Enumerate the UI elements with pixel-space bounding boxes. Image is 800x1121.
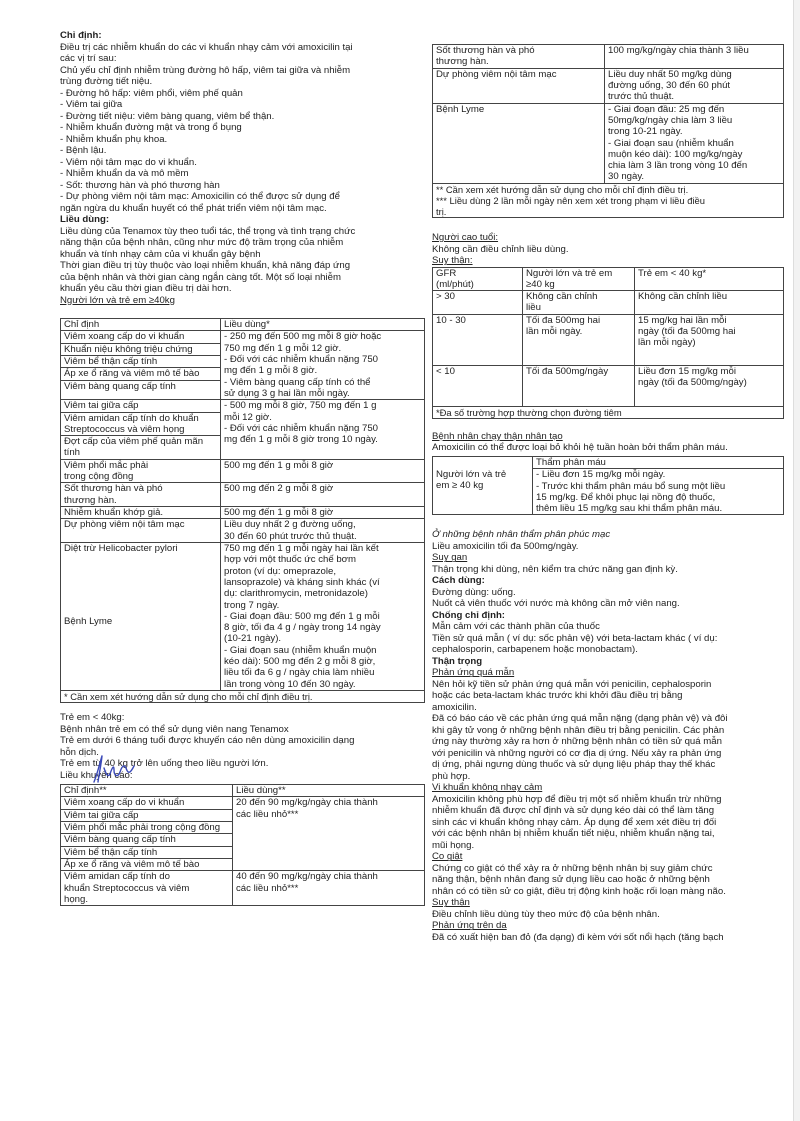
usage-text [432, 587, 784, 610]
indication-lyme: Bệnh Lyme [64, 616, 113, 628]
text-line: hoặc các beta-lactam khác trước khi khởi đầu điều trị bằng [432, 690, 683, 702]
adult-cell [523, 365, 635, 406]
text-line: - 500 mg mỗi 8 giờ, 750 mg đến 1 g [224, 400, 377, 412]
sub-indication: Viêm xoang cấp do vi khuẩn [61, 797, 232, 809]
table-notes [433, 183, 784, 217]
text-line: Viêm phổi mắc phải [64, 459, 149, 471]
hemodialysis-heading: Bệnh nhân chạy thận nhân tạo [432, 430, 563, 442]
table-row [433, 314, 784, 365]
table-row [61, 519, 425, 543]
text-line: Liều duy nhất 2 g đường uống, [224, 519, 356, 531]
text-line: 40 đến 90 mg/kg/ngày chia thành [236, 871, 378, 883]
adult-cell [523, 291, 635, 315]
table-header: Chỉ định** [61, 785, 233, 797]
text-line: Chứng co giật có thể xảy ra ở những bệnh nhân bị suy giảm chức [432, 862, 713, 874]
table-row [61, 871, 425, 906]
convulsion-heading: Co giật [432, 851, 463, 863]
text-line: Thời gian điều trị tùy thuộc vào loại nhiễm khuẩn, khả năng đáp ứng [60, 260, 351, 271]
text-line: mg đến 1 g mỗi 8 giờ trong 10 ngày. [224, 434, 378, 446]
text-line: ** Cần xem xét hướng dẫn sử dụng cho mỗi chỉ định điều trị. [436, 183, 689, 195]
text-line: của bệnh nhân và thời gian càng ngắn càng tốt. Một số loại nhiễm [60, 271, 341, 283]
table-row [61, 691, 425, 703]
sub-indication: Áp xe ổ răng và viêm mô tế bào [61, 368, 220, 380]
text-line: các vị trí sau: [60, 53, 117, 64]
text-line: liều [526, 302, 541, 314]
renal-caution-text: Điều chỉnh liều dùng tùy theo mức độ của bệnh nhân. [432, 908, 660, 920]
text-line: 750 mg đến 1 g mỗi 12 giờ. [224, 342, 342, 354]
sub-indication: Khuẩn niệu không triệu chứng [61, 344, 220, 356]
table-row [61, 483, 425, 507]
text-line: Đã có báo cáo về các phản ứng quá mẫn nặng (dạng phản vệ) và đôi [432, 713, 728, 725]
text-line: Liều duy nhất 50 mg/kg dùng [608, 68, 732, 80]
text-line: - Đối với các nhiễm khuẩn nặng 750 [224, 422, 379, 434]
table-row [61, 319, 425, 331]
text-line: - Đường hô hấp: viêm phổi, viêm phế quản [60, 87, 243, 99]
text-line: Chủ yếu chỉ định nhiễm trùng đường hô hấp, viêm tai giữa và nhiễm [60, 64, 351, 76]
text-line: khuẩn Streptococcus và viêm [64, 882, 190, 894]
indication-cell: Bệnh Lyme [433, 103, 605, 183]
table-row [61, 507, 425, 519]
table-row [61, 400, 425, 460]
text-line: sinh các vi khuẩn không nhạy cảm. Áp dụng để xem xét điều trị đối [432, 816, 717, 828]
text-line: thương hàn. [64, 494, 117, 506]
text-line: - Trước khi thẩm phân máu bổ sung một liều [536, 480, 726, 492]
text-line: Điều trị các nhiễm khuẩn do các vi khuẩn nhạy cảm với amoxicilin tại [60, 41, 353, 53]
renal-note: *Đa số trường hợp thường chọn đường tiêm [433, 406, 784, 418]
text-line: đường uống, 30 đến 60 phút [608, 79, 731, 91]
table-row [61, 331, 425, 400]
sub-indication: Viêm xoang cấp do vi khuẩn [61, 331, 220, 343]
text-line: dụ: clarithromycin, metronidazole) [224, 588, 368, 600]
text-line: khuẩn yêu cầu thời gian điều trị dài hơn. [60, 283, 232, 294]
text-line: ngày (tối đa 500mg hai [638, 326, 736, 338]
table-row [433, 103, 784, 183]
text-line: chia làm 3 lần trong vòng 10 đến [608, 160, 748, 172]
hypersensitivity-heading: Phản ứng quá mẫn [432, 667, 515, 679]
text-line: Người lớn và trẻ [436, 468, 507, 480]
text-line: lần trong vòng 10 đến 30 ngày. [224, 678, 356, 690]
table-header: Thẩm phân máu [533, 456, 784, 468]
table-header: Liều dùng* [221, 319, 425, 331]
text-line: mũi họng. [432, 839, 475, 851]
text-line: trong cộng đồng [64, 471, 134, 483]
text-line: Tiền sử quá mẫn ( ví dụ: sốc phản vệ) với beta-lactam khác ( ví dụ: [432, 632, 718, 644]
text-line: - Đường tiết niệu: viêm bàng quang, viêm bể thận. [60, 110, 275, 122]
text-line: - Giai đoạn sau (nhiễm khuẩn muộn [224, 644, 377, 656]
text-line: khi gây tử vong ở những bệnh nhân điều trị bằng penicilin. Các phản [432, 724, 725, 736]
gfr-cell: 10 - 30 [433, 314, 523, 365]
text-line: proton (ví dụ: omeprazole, [224, 565, 336, 577]
text-line: Liều khuyến cáo: [60, 769, 133, 781]
text-line: - Đối với các nhiễm khuẩn nặng 750 [224, 353, 379, 365]
text-line: 50mg/kg/ngày chia làm 3 liều [608, 114, 733, 126]
text-line: Nên hỏi kỹ tiền sử phản ứng quá mẫn với penicilin, cephalosporin [432, 678, 712, 690]
text-line: với các bệnh nhân bị nhiễm khuẩn tiết niệu, nhiễm khuẩn nặng tai, [432, 828, 715, 840]
text-line: GFR [436, 267, 457, 279]
text-line: phù hợp. [432, 770, 471, 782]
indication-cell: Nhiễm khuẩn khớp giả. [61, 507, 221, 519]
text-line: - Giai đoạn đầu: 25 mg đến [608, 103, 725, 115]
table-header [433, 267, 523, 291]
indication-cell: Dự phòng viêm nội tâm mạc [61, 519, 221, 543]
indication-cell [61, 542, 221, 690]
child-indication-group-2 [61, 871, 233, 906]
text-line: - Nhiễm khuẩn phụ khoa. [60, 133, 168, 145]
page-edge [793, 0, 800, 1121]
text-line: ứng này thường xảy ra hơn ở những bệnh nhân có tiền sử quá mẫn [432, 736, 722, 748]
hypersensitivity-text [432, 679, 784, 783]
text-line: (10-21 ngày). [224, 633, 282, 645]
dose-cell [221, 519, 425, 543]
text-line: lansoprazole) và kháng sinh khác (ví [224, 576, 380, 588]
elderly-heading: Người cao tuổi: [432, 232, 499, 244]
text-line: - Liều đơn 15 mg/kg mỗi ngày. [536, 469, 666, 481]
text-line: nhân có có tiền sử co giật, điều trị động kinh hoặc rối loạn màng não. [432, 885, 726, 897]
usage-heading: Cách dùng: [432, 575, 485, 587]
microorganism-text [432, 794, 784, 852]
text-line: trị. [436, 205, 447, 217]
text-line: em ≥ 40 kg [436, 480, 484, 491]
sub-indication: Viêm phổi mắc phải trong cộng đồng [61, 822, 232, 834]
text-line: Sốt thương hàn và phó [64, 483, 163, 495]
text-line: Nuốt cả viên thuốc với nước mà không cần mở viên nang. [432, 598, 680, 610]
text-line: trùng đường tiết niệu. [60, 76, 153, 87]
microorganism-heading: Vi khuẩn không nhạy cảm [432, 782, 543, 794]
table-row [61, 459, 425, 483]
table-row [433, 456, 784, 468]
peritoneal-text: Liều amoxicilin tối đa 500mg/ngày. [432, 540, 579, 552]
text-line: trong 10-21 ngày. [608, 126, 683, 138]
indication-cell [61, 459, 221, 483]
dosage-text [60, 226, 425, 295]
text-line: Tối đa 500mg/ngày [526, 365, 609, 377]
text-line: - Giai đoạn đầu: 500 mg đến 1 g mỗi [224, 610, 380, 622]
text-line: 30 ngày. [608, 171, 645, 183]
text-line: liều tối đa 6 g / ngày chia làm nhiều [224, 667, 375, 679]
indication-cell [61, 483, 221, 507]
renal-caution-heading: Suy thận [432, 897, 470, 909]
indication-cell [433, 45, 605, 69]
adult-cell [523, 314, 635, 365]
patient-cell [433, 469, 533, 515]
renal-table [432, 267, 784, 419]
contra-heading: Chống chỉ định: [432, 609, 506, 621]
sub-indication: Viêm tai giữa cấp [61, 400, 220, 412]
text-line: thương hàn. [436, 56, 489, 68]
right-column [432, 44, 784, 943]
text-line: Không cần chỉnh [526, 291, 598, 303]
text-line: kéo dài): 500 mg đến 2 g mỗi 8 giờ, [224, 656, 376, 668]
sub-indication: Viêm amidan cấp tính do khuẩn Streptococcus và viêm họng [61, 413, 220, 437]
text-line: Trẻ em dưới 6 tháng tuổi được khuyến cáo nên dùng amoxicilin dạng [60, 735, 355, 747]
text-line: với penicilin và những người có cơ địa dị ứng. Nếu xảy ra phản ứng [432, 747, 722, 759]
text-line: các liều nhỏ*** [236, 882, 299, 894]
table-row [61, 785, 425, 797]
text-line: Amoxicilin không phù hợp để điều trị một số nhiễm khuẩn trừ những [432, 793, 722, 805]
text-line: Mẫn cảm với các thành phần của thuốc [432, 621, 600, 633]
dosage-heading: Liều dùng: [60, 214, 110, 225]
dose-cell [605, 68, 784, 103]
sub-indication: Áp xe ổ răng và viêm mô tế bào [64, 858, 200, 870]
child-dose-group-2 [233, 871, 425, 906]
table-row [433, 68, 784, 103]
text-line: trong 7 ngày. [224, 599, 280, 611]
gfr-cell: < 10 [433, 365, 523, 406]
table-row [433, 469, 784, 515]
text-line: amoxicilin. [432, 701, 477, 713]
indications-text [60, 42, 425, 215]
text-line: các liều nhỏ*** [236, 808, 299, 820]
sub-indication: Đợt cấp của viêm phế quản mãn tính [64, 436, 204, 459]
text-line: Viêm amidan cấp tính do [64, 871, 170, 883]
child-dosage-table-continued [432, 44, 784, 218]
text-line: mg đến 1 g mỗi 8 giờ. [224, 365, 318, 377]
text-line: năng thận, bệnh nhân đang sử dụng liều cao hoặc ở những bệnh [432, 874, 710, 886]
text-line: Đường dùng: uống. [432, 586, 516, 598]
child-cell [635, 291, 784, 315]
text-line: Bệnh nhân trẻ em có thể sử dụng viên nang Tenamox [60, 723, 289, 735]
table-row [433, 406, 784, 418]
sub-indication: Viêm tai giữa cấp [61, 810, 232, 822]
text-line: muộn kéo dài): 100 mg/kg/ngày [608, 148, 743, 160]
text-line: trước thủ thuật. [608, 91, 675, 103]
text-line: Người lớn và trẻ em [526, 267, 613, 279]
text-line: 15 mg/kg. Để khôi phục lại nồng độ thuốc, [536, 491, 716, 503]
dose-group-2 [221, 400, 425, 460]
table-row [433, 183, 784, 217]
text-line: 8 giờ, tối đa 4 g / ngày trong 14 ngày [224, 622, 381, 634]
handwritten-signature [90, 752, 140, 786]
indication-cell: Dự phòng viêm nội tâm mạc [433, 68, 605, 103]
text-line: khuẩn và tính nhạy cảm của vi khuẩn gây bệnh [60, 248, 261, 260]
text-line: lần mỗi ngày) [638, 337, 696, 349]
text-line: mỗi 12 giờ. [224, 411, 272, 423]
text-line: họng. [64, 893, 89, 905]
text-line: hỗn dịch. [60, 746, 99, 758]
text-line: ngăn ngừa du khuẩn huyết có thể phát triển viêm nội tâm mạc. [60, 202, 327, 214]
text-line: - Nhiễm khuẩn da và mô mềm [60, 168, 189, 179]
text-line: 750 mg đến 1 g mỗi ngày hai lần kết [224, 542, 379, 554]
dose-cell: 500 mg đến 1 g mỗi 8 giờ [221, 507, 425, 519]
table-header: Chỉ định [61, 319, 221, 331]
text-line: (ml/phút) [436, 278, 474, 290]
text-line: - Sốt: thương hàn và phó thương hàn [60, 179, 220, 191]
text-line: - Dự phòng viêm nội tâm mạc: Amoxicilin có thể được sử dụng để [60, 191, 340, 202]
skin-heading: Phản ứng trên da [432, 920, 507, 932]
text-line: cephalosporin, carbapenem hoặc monobactam). [432, 644, 638, 656]
renal-heading: Suy thận: [432, 255, 473, 267]
child-cell [635, 365, 784, 406]
table-row [61, 797, 425, 871]
text-line: lần mỗi ngày. [526, 326, 583, 338]
indication-group-2 [61, 400, 220, 459]
text-line: Trẻ em từ 40 kg trở lên uống theo liều người lớn. [60, 758, 269, 770]
text-line: hợp với một thuốc ức chế bơm [224, 554, 356, 566]
sub-indication: Viêm bàng quang cấp tính [61, 834, 232, 846]
text-line: dị ứng, phải ngưng dùng thuốc và sử dụng liệu pháp thay thế khác [432, 759, 716, 771]
text-line: năng thận của bệnh nhân, cũng như mức độ trầm trọng của nhiễm [60, 237, 344, 248]
text-line: Không cần chỉnh liều [638, 291, 728, 303]
gfr-cell: > 30 [433, 291, 523, 315]
dose-cell [221, 542, 425, 690]
convulsion-text [432, 863, 784, 898]
caution-heading: Thận trọng [432, 655, 483, 667]
elderly-text: Không cần điều chỉnh liều dùng. [432, 243, 569, 255]
table-row [433, 45, 784, 69]
indications-heading: Chỉ định: [60, 30, 102, 41]
dose-cell [533, 469, 784, 515]
text-line: - Bệnh lậu. [60, 145, 107, 156]
table-row [433, 365, 784, 406]
sub-indication: Viêm bể thận cấp tính [61, 847, 232, 859]
skin-text: Đã có xuất hiện ban đỏ (đa dạng) đi kèm với sốt nổi hạch (tăng bạch [432, 931, 724, 943]
text-line: - 250 mg đến 500 mg mỗi 8 giờ hoặc [224, 331, 382, 343]
indication-hp: Diệt trừ Helicobacter pylori [64, 542, 178, 554]
table-row [433, 291, 784, 315]
contra-text [432, 621, 784, 656]
table-header: Liều dùng** [233, 785, 425, 797]
peritoneal-heading: Ở những bệnh nhân thẩm phân phúc mạc [432, 529, 611, 541]
table-row [433, 267, 784, 291]
sub-indication: Viêm bàng quang cấp tính [64, 380, 176, 392]
hepatic-heading: Suy gan [432, 552, 468, 564]
child-indication-group-1 [61, 797, 232, 870]
dose-cell: 500 mg đến 2 g mỗi 8 giờ [221, 483, 425, 507]
text-line: nhiễm khuẩn đã được chỉ định và sử dụng kéo dài có thể làm tăng [432, 805, 715, 817]
dose-group-1 [221, 331, 425, 400]
text-line: sử dụng 3 g hai lần mỗi ngày. [224, 387, 350, 399]
table-header [523, 267, 635, 291]
child-dose-group-1 [233, 797, 425, 871]
table-note: * Cần xem xét hướng dẫn sử dụng cho mỗi chỉ định điều trị. [61, 691, 425, 703]
text-line: ngày (tối đa 500mg/ngày) [638, 377, 747, 389]
hepatic-text: Thận trọng khi dùng, nên kiểm tra chức năng gan định kỳ. [432, 563, 678, 575]
text-line: - Viêm nội tâm mạc do vi khuẩn. [60, 156, 197, 168]
text-line: ≥40 kg [526, 278, 555, 290]
text-line: Trẻ em < 40kg: [60, 712, 125, 724]
table-row [61, 542, 425, 690]
text-line: - Nhiễm khuẩn đường mật và trong ổ bụng [60, 122, 242, 133]
table-header: Trẻ em < 40 kg* [635, 267, 784, 291]
child-dosage-table [60, 784, 425, 906]
text-line: - Giai đoạn sau (nhiễm khuẩn [608, 137, 734, 149]
text-line: - Viêm bàng quang cấp tính có thể [224, 376, 371, 388]
text-line: Sốt thương hàn và phó [436, 45, 535, 56]
text-line: 15 mg/kg hai lần mỗi [638, 314, 727, 326]
adult-label: Người lớn và trẻ em ≥40kg [60, 294, 175, 306]
indication-group-1 [61, 331, 220, 392]
text-line: 30 đến 60 phút trước thủ thuật. [224, 530, 357, 542]
hemodialysis-text: Amoxicilin có thể được loại bỏ khỏi hệ tuần hoàn bởi thẩm phân máu. [432, 442, 728, 454]
text-line: *** Liều dùng 2 lần mỗi ngày nên xem xét trong phạm vi liều điều [436, 194, 705, 206]
dose-cell [605, 103, 784, 183]
text-line: Liều dùng của Tenamox tùy theo tuổi tác, thể trọng và tình trạng chức [60, 225, 356, 237]
adult-dosage-table [60, 318, 425, 703]
text-line: Tối đa 500mg hai [526, 314, 601, 326]
hemodialysis-table [432, 456, 784, 516]
text-line: Liều đơn 15 mg/kg mỗi [638, 365, 737, 377]
child-cell [635, 314, 784, 365]
text-line: 20 đến 90 mg/kg/ngày chia thành [236, 797, 378, 809]
dose-cell: 100 mg/kg/ngày chia thành 3 liều [605, 45, 784, 69]
sub-indication: Viêm bể thận cấp tính [61, 356, 220, 368]
text-line: thêm liều 15 mg/kg sau khi thẩm phân máu. [536, 503, 723, 515]
dose-cell: 500 mg đến 1 g mỗi 8 giờ [221, 459, 425, 483]
text-line: - Viêm tai giữa [60, 99, 123, 110]
